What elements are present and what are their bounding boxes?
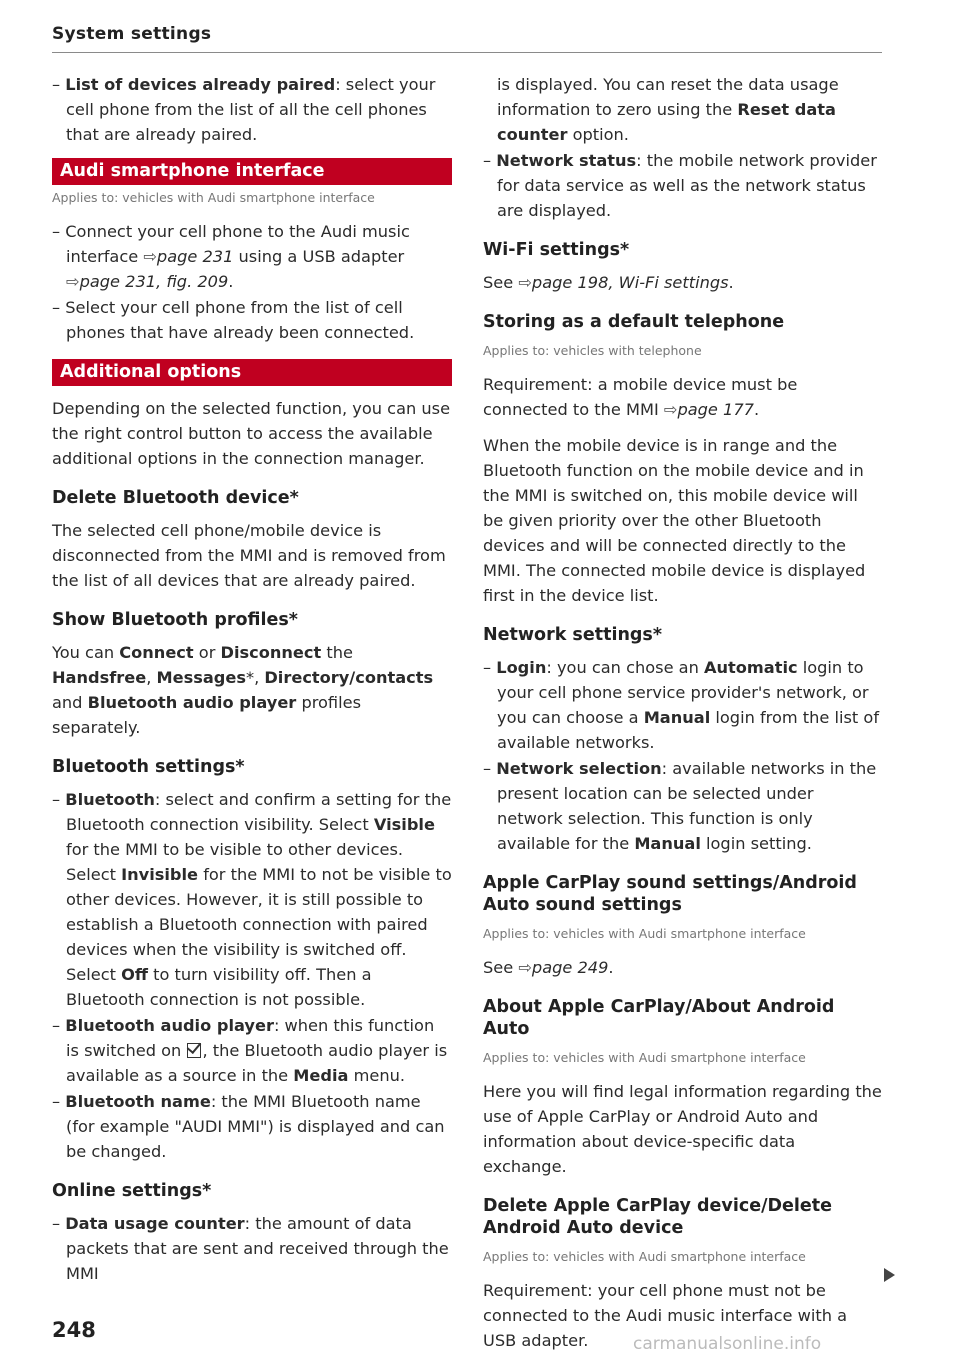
heading-about-carplay: About Apple CarPlay/About Android Auto <box>483 997 835 1039</box>
applies-note: Applies to: vehicles with Audi smartphone interface <box>483 1249 806 1264</box>
section-banner-additional-options: Additional options <box>52 359 452 386</box>
page-reference-link[interactable]: page 231 <box>156 247 234 266</box>
heading-wifi-settings: Wi-Fi settings* <box>483 240 630 260</box>
arrow-right-icon: ⇨ <box>143 247 157 266</box>
paragraph: Here you will find legal information regarding the use of Apple CarPlay or Android Auto and information about device-specific data exchange. <box>483 1082 882 1176</box>
arrow-right-icon: ⇨ <box>66 272 80 291</box>
heading-network-settings: Network settings* <box>483 625 662 645</box>
heading-online-settings: Online settings* <box>52 1181 212 1201</box>
list-item: – Network status: the mobile network provider for data service as well as the network status are displayed. <box>483 148 883 223</box>
checkbox-checked-icon <box>187 1043 201 1058</box>
paragraph: See ⇨page 249. <box>483 958 614 977</box>
online-settings-list-continued <box>483 148 883 223</box>
applies-note: Applies to: vehicles with Audi smartphone interface <box>483 926 806 941</box>
paragraph: is displayed. You can reset the data usage information to zero using the Reset data counter option. <box>497 75 839 144</box>
list-item: – List of devices already paired: select your cell phone from the list of all the cell phones that are already paired. <box>52 72 452 147</box>
page-reference-link[interactable]: page 249 <box>531 958 609 977</box>
list-item: – Data usage counter: the amount of data packets that are sent and received through the MMI <box>52 1211 452 1286</box>
paired-devices-list <box>52 72 452 147</box>
list-item: – Network selection: available networks in the present location can be selected under network selection. This function is only available for the Manual login setting. <box>483 756 883 856</box>
right-column <box>483 72 883 1364</box>
arrow-right-icon: ⇨ <box>663 400 678 419</box>
watermark: carmanualsonline.info <box>633 1334 822 1354</box>
bluetooth-settings-list <box>52 787 452 1164</box>
arrow-right-icon: ⇨ <box>518 273 532 292</box>
continue-arrow-icon <box>884 1268 895 1282</box>
heading-default-telephone: Storing as a default telephone <box>483 312 785 332</box>
page-title: System settings <box>52 24 212 44</box>
page-header <box>52 24 882 53</box>
list-item: – Select your cell phone from the list of cell phones that have already been connected. <box>52 295 452 345</box>
left-column <box>52 72 452 1297</box>
heading-show-bluetooth-profiles: Show Bluetooth profiles* <box>52 610 298 630</box>
paragraph: Requirement: a mobile device must be connected to the MMI ⇨page 177. <box>483 375 798 419</box>
arrow-right-icon: ⇨ <box>518 958 532 977</box>
list-item: – Login: you can chose an Automatic login to your cell phone service provider's network, or you can choose a Manual login from the list of available networks. <box>483 655 883 755</box>
paragraph: When the mobile device is in range and the Bluetooth function on the mobile device and in the MMI is switched on, this mobile device will be given priority over the other Bluetooth devices and will be connected directly to the MMI. The connected mobile device is displayed first in the device list. <box>483 436 866 605</box>
paragraph: The selected cell phone/mobile device is disconnected from the MMI and is removed from the list of all devices that are already paired. <box>52 521 446 590</box>
online-settings-list <box>52 1211 452 1286</box>
heading-delete-carplay-device: Delete Apple CarPlay device/Delete Android Auto device <box>483 1196 832 1238</box>
paragraph: Requirement: your cell phone must not be connected to the Audi music interface with a USB adapter. <box>483 1281 848 1350</box>
page-reference-link[interactable]: page 198, Wi-Fi settings <box>531 273 729 292</box>
list-item: – Bluetooth audio player: when this function is switched on , the Bluetooth audio player is available as a source in the Media menu. <box>52 1013 452 1088</box>
heading-delete-bluetooth: Delete Bluetooth device* <box>52 488 299 508</box>
list-item: – Connect your cell phone to the Audi music interface ⇨page 231 using a USB adapter ⇨page 231, fig. 209. <box>52 219 452 294</box>
list-item: – Bluetooth: select and confirm a setting for the Bluetooth connection visibility. Select Visible for the MMI to be visible to other devices. Select Invisible for the MMI to not be visible to other devices. However, it is still possible to establish a Bluetooth connection with paired devices when the visibility is switched off. Select Off to turn visibility off. Then a Bluetooth connection is not possible. <box>52 787 452 1012</box>
page-reference-link[interactable]: page 231, fig. 209 <box>79 272 229 291</box>
applies-note: Applies to: vehicles with Audi smartphone interface <box>483 1050 806 1065</box>
smartphone-steps-list <box>52 219 452 345</box>
heading-bluetooth-settings: Bluetooth settings* <box>52 757 245 777</box>
paragraph: Depending on the selected function, you can use the right control button to access the available additional options in the connection manager. <box>52 399 451 468</box>
paragraph: See ⇨page 198, Wi-Fi settings. <box>483 273 734 292</box>
paragraph: You can Connect or Disconnect the Handsfree, Messages*, Directory/contacts and Bluetooth audio player profiles separately. <box>52 643 434 737</box>
list-item: – Bluetooth name: the MMI Bluetooth name (for example "AUDI MMI") is displayed and can be changed. <box>52 1089 452 1164</box>
page-number: 248 <box>52 1318 96 1342</box>
page-reference-link[interactable]: page 177 <box>677 400 754 419</box>
heading-carplay-sound-settings: Apple CarPlay sound settings/Android Auto sound settings <box>483 873 857 915</box>
applies-note: Applies to: vehicles with telephone <box>483 343 702 358</box>
network-settings-list <box>483 655 883 856</box>
section-banner-smartphone-interface: Audi smartphone interface <box>52 158 452 185</box>
applies-note: Applies to: vehicles with Audi smartphone interface <box>52 190 375 205</box>
